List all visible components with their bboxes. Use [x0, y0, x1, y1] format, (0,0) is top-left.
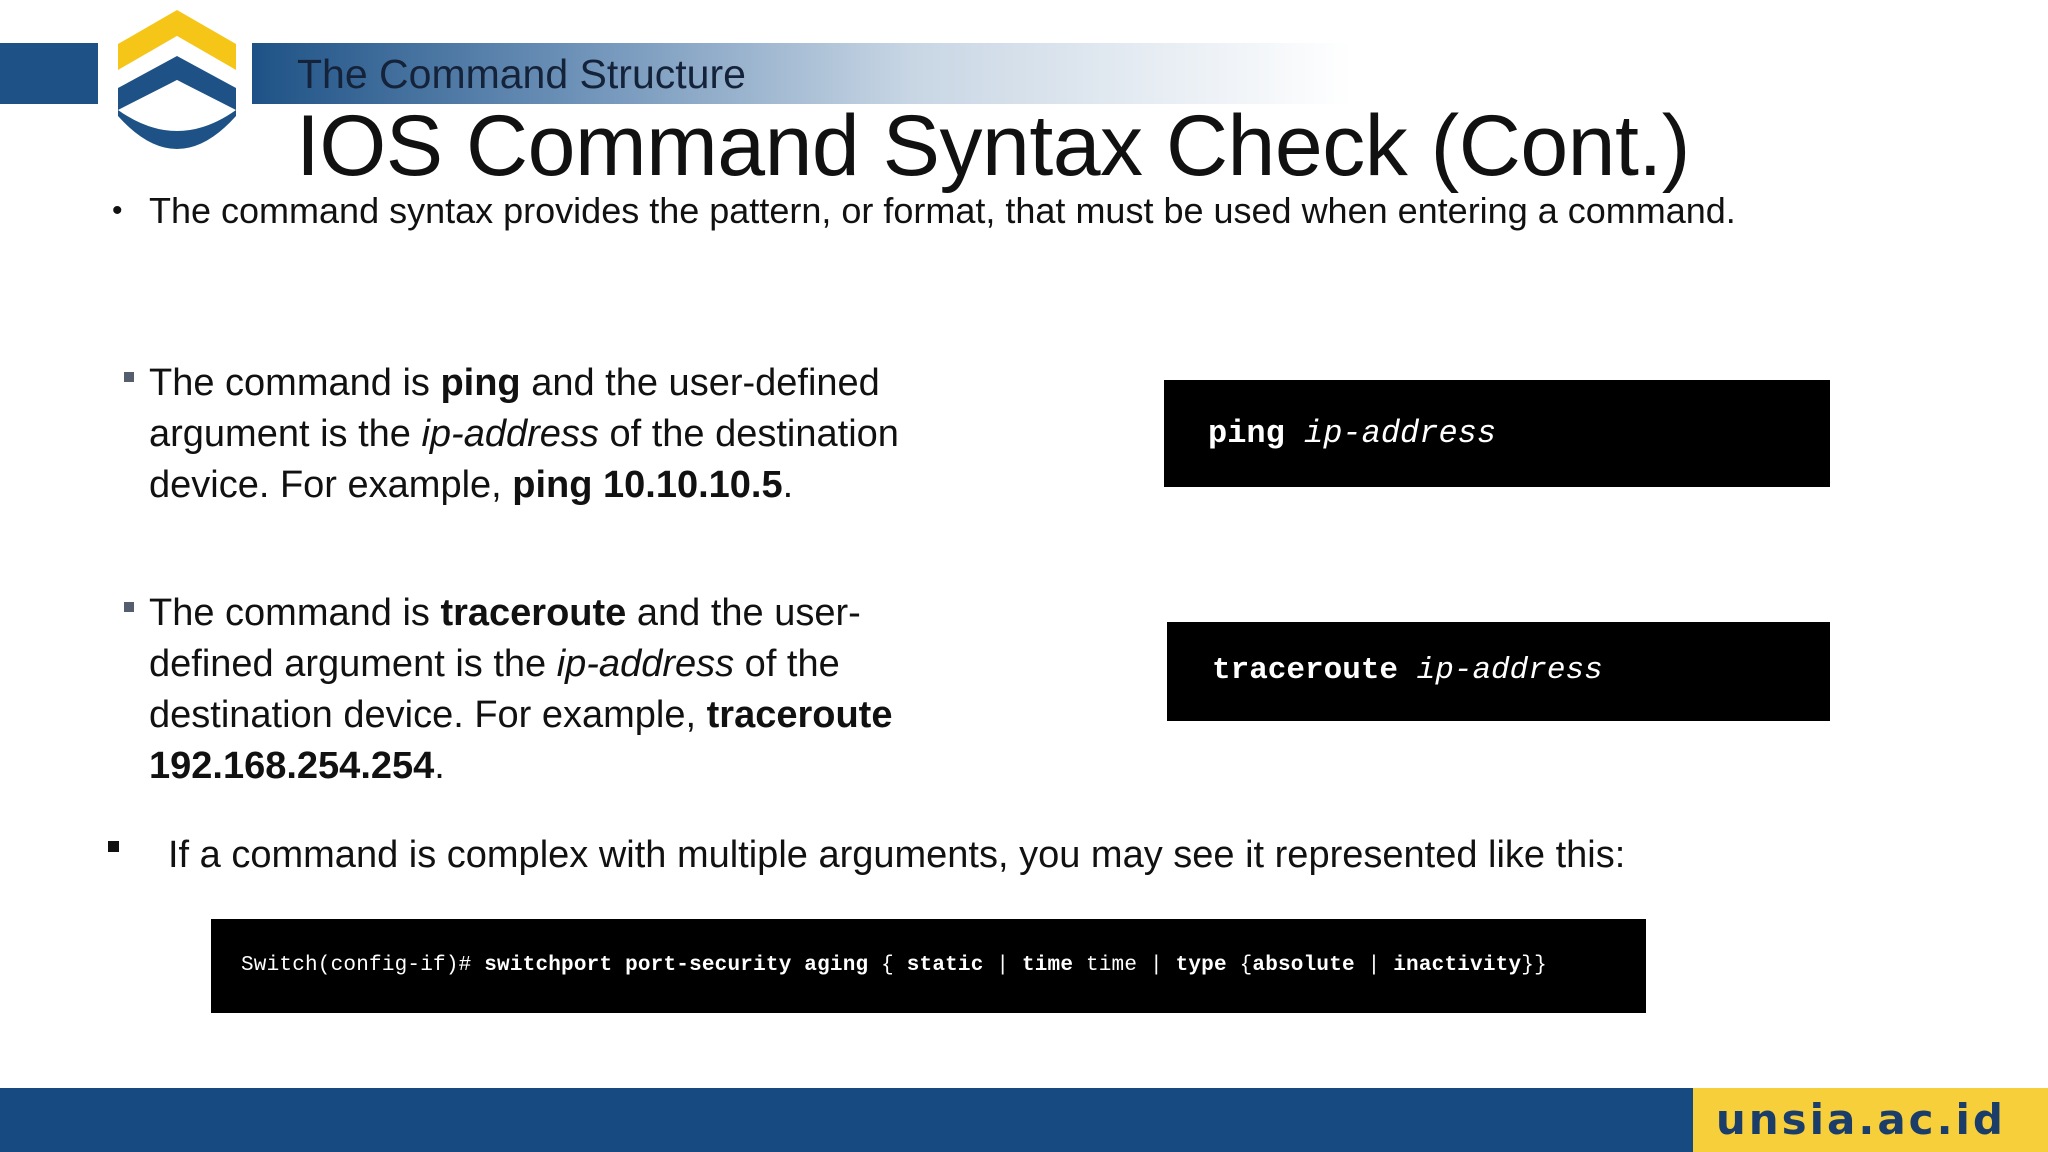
- text-segment: |: [983, 954, 1022, 977]
- text-segment: .: [782, 464, 794, 506]
- text-segment: The command is: [149, 592, 441, 634]
- text-segment: traceroute 192.168.254.254: [149, 694, 893, 787]
- text-segment: ping 10.10.10.5: [512, 464, 783, 506]
- text-segment: |: [1354, 954, 1394, 977]
- text-segment: inactivity: [1393, 954, 1522, 977]
- text-segment: {: [1226, 954, 1253, 977]
- switchport-syntax-box: [211, 919, 1646, 1013]
- text-segment: of the destination device. For example,: [149, 413, 899, 506]
- text-segment: The command is: [149, 362, 441, 404]
- square-bullet-icon: [124, 602, 134, 612]
- intro-text: The command syntax provides the pattern, or format, that must be used when entering a command.: [149, 190, 1736, 231]
- text-segment: ping: [1208, 415, 1285, 452]
- text-segment: time: [1021, 954, 1074, 977]
- complex-command-text: If a command is complex with multiple arguments, you may see it represented like this:: [168, 834, 1626, 876]
- text-segment: ip-address: [556, 643, 735, 685]
- text-segment: }}: [1521, 954, 1547, 977]
- unsia-logo-icon: [108, 6, 246, 152]
- ping-description: [149, 358, 949, 511]
- text-segment: {: [868, 954, 907, 977]
- section-subtitle: The Command Structure: [297, 51, 746, 97]
- text-segment: and the user-defined argument is the: [149, 362, 880, 455]
- bullet-dot-icon: •: [112, 194, 123, 227]
- text-segment: ip-address: [421, 413, 599, 455]
- text-segment: time |: [1073, 954, 1176, 977]
- text-segment: static: [906, 954, 984, 977]
- ping-syntax-box: [1164, 380, 1830, 487]
- traceroute-syntax-box: [1167, 622, 1830, 721]
- text-segment: of the destination device. For example,: [149, 643, 840, 736]
- text-segment: [1285, 415, 1304, 452]
- text-segment: Switch(config-if)#: [241, 954, 485, 977]
- text-segment: ping: [440, 362, 521, 404]
- footer-badge: [1693, 1088, 2048, 1152]
- text-segment: traceroute: [440, 592, 627, 634]
- square-bullet-icon: [124, 372, 134, 382]
- text-segment: .: [434, 745, 445, 787]
- traceroute-syntax-code: [1212, 651, 1603, 691]
- text-segment: type: [1175, 954, 1227, 977]
- traceroute-description: [149, 588, 949, 792]
- text-segment: [1398, 653, 1417, 688]
- switchport-syntax-code: [241, 947, 1547, 985]
- text-segment: and the user-defined argument is the: [149, 592, 861, 685]
- text-segment: switchport port-security aging: [484, 954, 869, 977]
- square-bullet-icon: [108, 841, 119, 852]
- text-segment: traceroute: [1212, 653, 1399, 688]
- header-left-band: [0, 43, 98, 104]
- ping-syntax-code: [1208, 414, 1496, 454]
- text-segment: ip-address: [1416, 653, 1603, 688]
- text-segment: absolute: [1252, 954, 1355, 977]
- text-segment: ip-address: [1304, 415, 1497, 452]
- footer-url: unsia.ac.id: [1715, 1095, 2006, 1144]
- slide-title: IOS Command Syntax Check (Cont.): [296, 98, 1690, 194]
- footer-band: [0, 1088, 1693, 1152]
